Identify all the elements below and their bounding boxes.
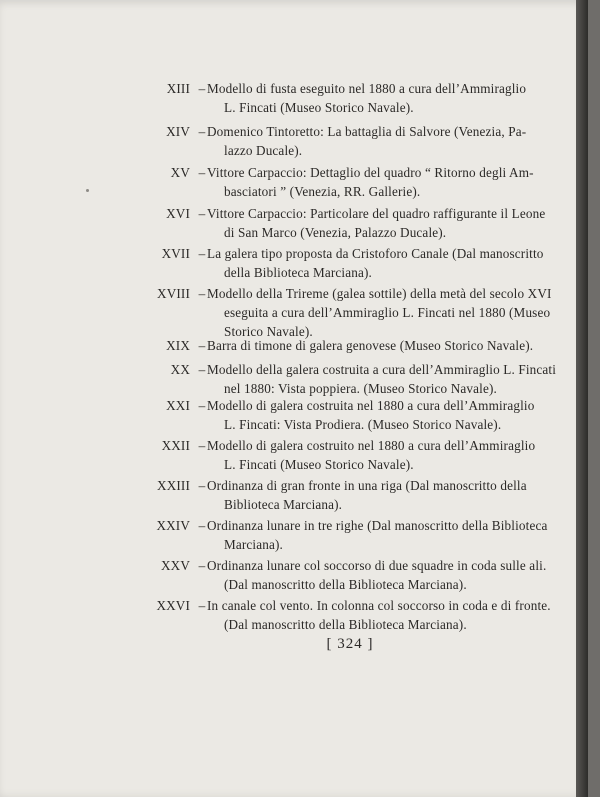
page-edge-shadow [576,0,588,797]
separator-dash: – [198,81,206,96]
caption-line: (Dal manoscritto della Biblioteca Marciana). [224,617,467,632]
plate-number: XVIII [157,286,190,301]
caption-line: eseguita a cura dell’Ammiraglio L. Fincati nel 1880 (Museo [224,305,551,320]
separator-dash: – [198,246,206,261]
caption-line: Biblioteca Marciana). [224,497,343,512]
caption-line: di San Marco (Venezia, Palazzo Ducale). [224,225,447,240]
plate-number: XIX [166,338,190,353]
caption-line: In canale col vento. In colonna col soccorso in coda e di fronte. [207,598,551,613]
separator-dash: – [198,206,206,221]
separator-dash: – [198,124,206,139]
separator-dash: – [198,362,206,377]
caption-line: L. Fincati (Museo Storico Navale). [224,100,414,115]
separator-dash: – [198,478,206,493]
caption-line: della Biblioteca Marciana). [224,265,372,280]
caption-line: Modello di galera costruita nel 1880 a cura dell’Ammiraglio [207,398,535,413]
separator-dash: – [198,598,206,613]
caption-line: Marciana). [224,537,283,552]
caption-line: Domenico Tintoretto: La battaglia di Salvore (Venezia, Pa- [207,124,527,139]
page-number: [ 324 ] [326,636,374,652]
caption-line: La galera tipo proposta da Cristoforo Canale (Dal manoscritto [207,246,544,261]
separator-dash: – [198,438,206,453]
plate-number: XX [170,362,190,377]
separator-dash: – [198,398,206,413]
caption-line: Vittore Carpaccio: Dettaglio del quadro “ Ritorno degli Am- [207,165,534,180]
caption-line: Vittore Carpaccio: Particolare del quadro raffigurante il Leone [207,206,546,221]
separator-dash: – [198,338,206,353]
plate-number: XXI [166,398,190,413]
plate-number: XVI [166,206,190,221]
plate-number: XXII [161,438,190,453]
paper-speck [86,189,89,192]
caption-line: Modello di galera costruito nel 1880 a cura dell’Ammiraglio [207,438,536,453]
plate-number: XXVI [156,598,190,613]
caption-line: Modello della Trireme (galea sottile) della metà del secolo XVI [207,286,552,301]
caption-line: Modello di fusta eseguito nel 1880 a cura dell’Ammiraglio [207,81,527,96]
plate-number: XXIV [156,518,190,533]
caption-line: Ordinanza di gran fronte in una riga (Dal manoscritto della [207,478,527,493]
separator-dash: – [198,286,206,301]
separator-dash: – [198,165,206,180]
caption-line: L. Fincati: Vista Prodiera. (Museo Storico Navale). [224,417,502,432]
plate-number: XIV [166,124,190,139]
separator-dash: – [198,558,206,573]
separator-dash: – [198,518,206,533]
caption-line: lazzo Ducale). [224,143,303,158]
plate-number: XXIII [157,478,190,493]
caption-line: Ordinanza lunare in tre righe (Dal manoscritto della Biblioteca [207,518,548,533]
caption-line: (Dal manoscritto della Biblioteca Marciana). [224,577,467,592]
caption-line: Ordinanza lunare col soccorso di due squadre in coda sulle ali. [207,558,547,573]
plate-number: XIII [166,81,190,96]
caption-line: basciatori ” (Venezia, RR. Gallerie). [224,184,421,199]
caption-line: L. Fincati (Museo Storico Navale). [224,457,414,472]
caption-line: nel 1880: Vista poppiera. (Museo Storico Navale). [224,381,497,396]
plate-number: XV [170,165,190,180]
plate-number: XXV [160,558,190,573]
caption-line: Barra di timone di galera genovese (Museo Storico Navale). [207,338,534,353]
caption-line: Storico Navale). [224,324,313,339]
caption-line: Modello della galera costruita a cura dell’Ammiraglio L. Fincati [207,362,557,377]
plate-number: XVII [161,246,190,261]
